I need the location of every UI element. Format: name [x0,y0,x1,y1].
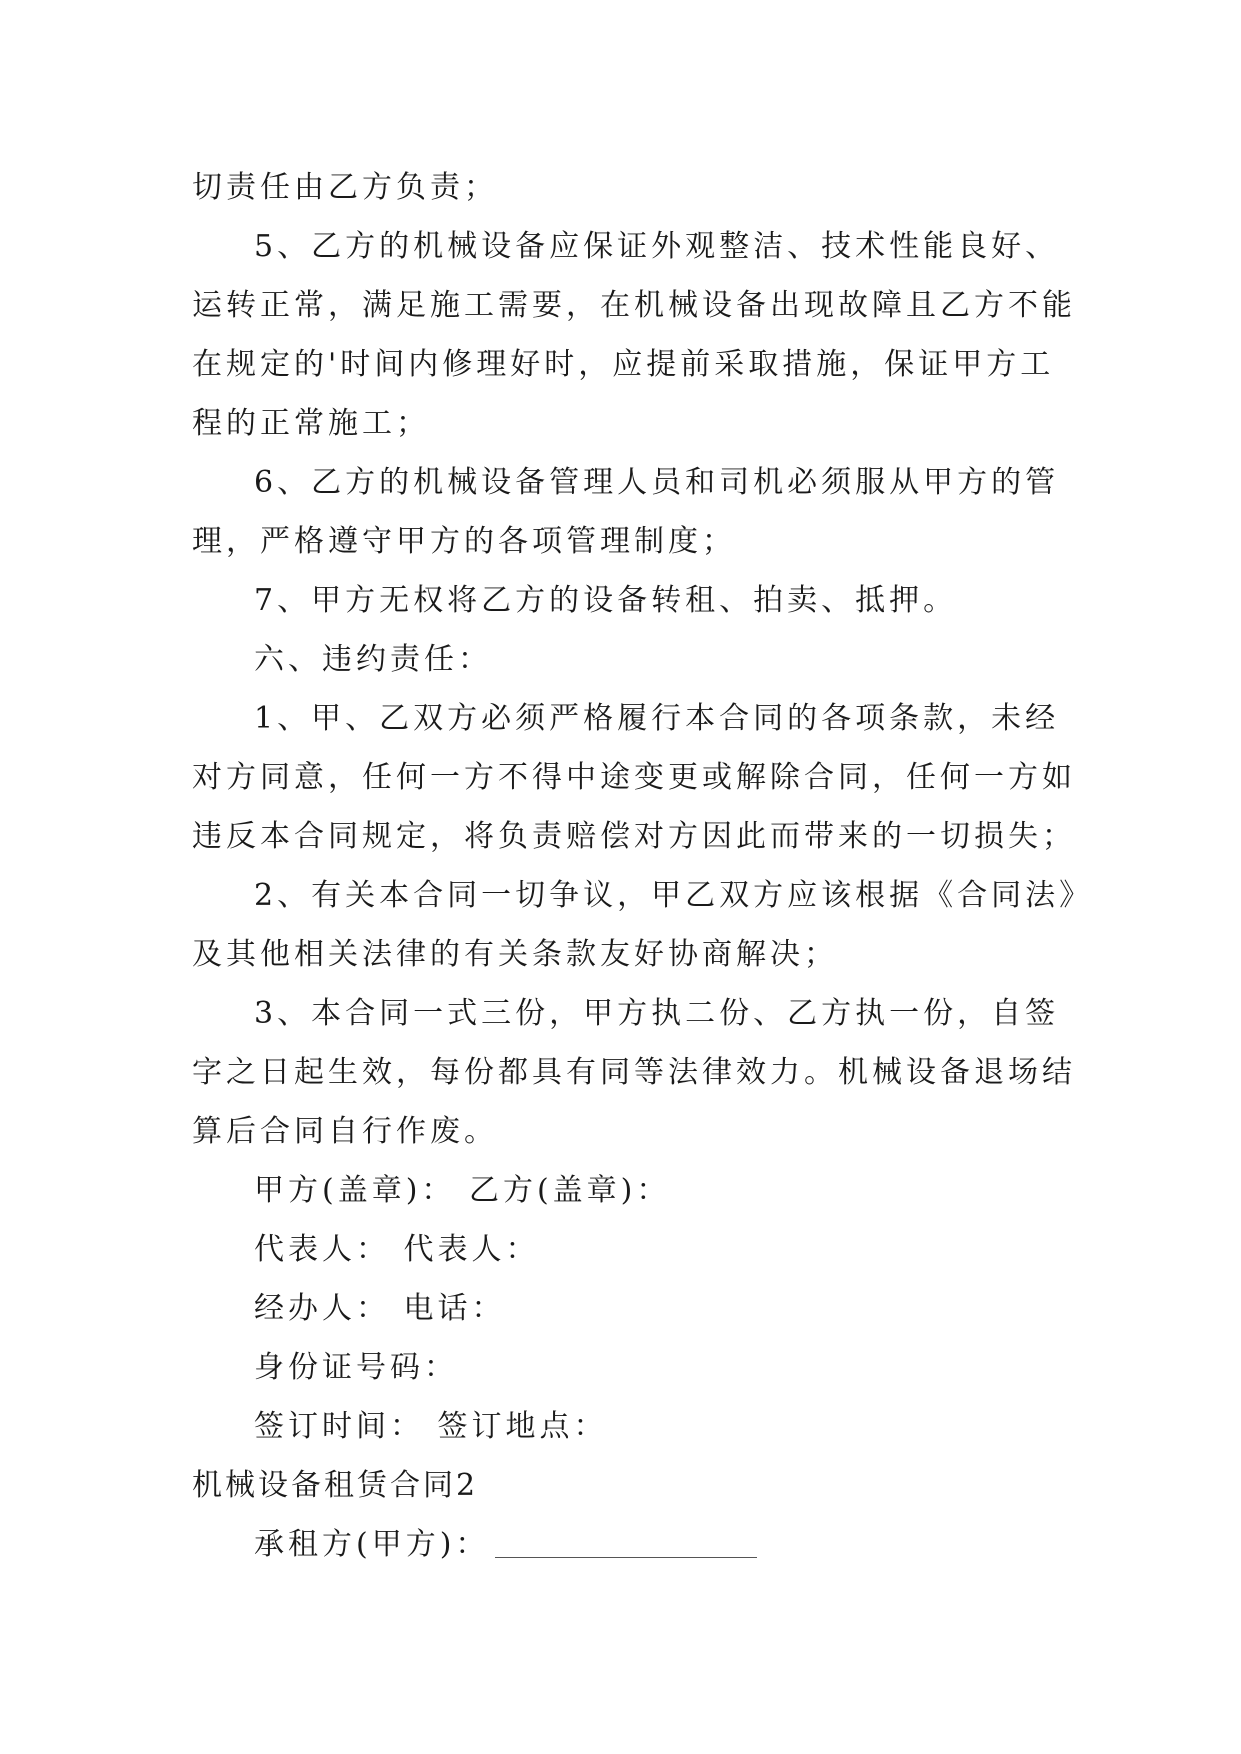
party-a-seal-label: 甲方(盖章)： [254,1173,456,1208]
signature-rep-row [192,1220,1072,1279]
id-number-label: 身份证号码： [254,1350,458,1385]
paragraph-line: 字之日起生效，每份都具有同等法律效力。机械设备退场结 [192,1055,1076,1090]
paragraph-line: 1、甲、乙双方必须严格履行本合同的各项条款，未经 [254,701,1060,736]
paragraph-line: 在规定的'时间内修理好时，应提前采取措施，保证甲方工 [192,347,1055,382]
paragraph-line: 程的正常施工； [192,406,430,441]
section-heading: 六、违约责任： [254,642,492,677]
paragraph-line: 2、有关本合同一切争议，甲乙双方应该根据《合同法》 [254,878,1094,913]
paragraph-line: 对方同意，任何一方不得中途变更或解除合同，任何一方如 [192,760,1076,795]
signature-time-row [192,1397,1072,1456]
paragraph-line: 算后合同自行作废。 [192,1114,498,1149]
party-b-rep-label: 代表人： [403,1232,540,1267]
paragraph-line: 6、乙方的机械设备管理人员和司机必须服从甲方的管 [254,465,1060,500]
lessee-row [192,1515,1072,1574]
paragraph-line: 7、甲方无权将乙方的设备转租、拍卖、抵押。 [254,583,958,618]
signature-seal-row [192,1161,1072,1220]
sign-time-label: 签订时间： [254,1409,424,1444]
sign-place-label: 签订地点： [437,1409,608,1444]
paragraph-line: 理，严格遵守甲方的各项管理制度； [192,524,736,559]
handler-label: 经办人： [254,1291,390,1326]
signature-id-row [192,1338,1072,1397]
lessee-blank-line [495,1529,757,1558]
paragraph-line: 违反本合同规定，将负责赔偿对方因此而带来的一切损失； [192,819,1076,854]
party-a-rep-label: 代表人： [254,1232,390,1267]
paragraph-line: 5、乙方的机械设备应保证外观整洁、技术性能良好、 [254,229,1060,264]
paragraph-line: 切责任由乙方负责； [192,170,498,205]
paragraph-line: 运转正常，满足施工需要，在机械设备出现故障且乙方不能 [192,288,1076,323]
section-title: 机械设备租赁合同2 [192,1468,479,1503]
paragraph-line: 及其他相关法律的有关条款友好协商解决； [192,937,838,972]
document-body [192,158,1094,1574]
phone-label: 电话： [403,1291,506,1326]
signature-handler-row [192,1279,1072,1338]
lessee-label: 承租方(甲方)： [254,1527,490,1562]
party-b-seal-label: 乙方(盖章)： [468,1173,671,1208]
paragraph-line: 3、本合同一式三份，甲方执二份、乙方执一份，自签 [254,996,1060,1031]
